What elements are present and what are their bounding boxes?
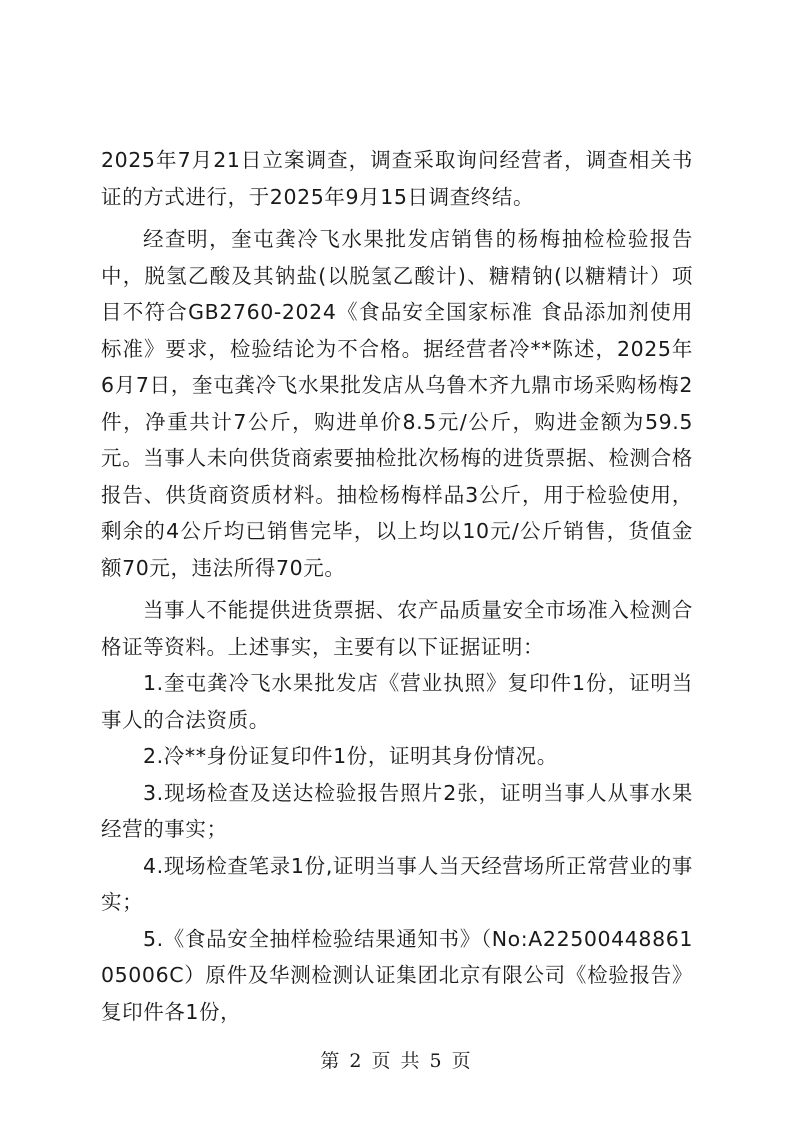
evidence-item-2: 2.冷**身份证复印件1份，证明其身份情况。 xyxy=(143,744,558,768)
paragraph-case-filing: 2025年7月21日立案调查，调查采取询问经营者，调查相关书证的方式进行，于2025年9月15日调查终结。 xyxy=(101,148,693,209)
document-body xyxy=(101,142,693,1030)
evidence-item-1: 1.奎屯龚冷飞水果批发店《营业执照》复印件1份，证明当事人的合法资质。 xyxy=(101,671,693,732)
evidence-item-4: 4.现场检查笔录1份,证明当事人当天经营场所正常营业的事实； xyxy=(101,853,693,914)
evidence-item-5: 5.《食品安全抽样检验结果通知书》（No:A2250044886105006C）原件及华测检测认证集团北京有限公司《检验报告》复印件各1份， xyxy=(101,926,693,1024)
evidence-item-3: 3.现场检查及送达检验报告照片2张，证明当事人从事水果经营的事实； xyxy=(101,780,693,841)
paragraph-evidence-intro: 当事人不能提供进货票据、农产品质量安全市场准入检测合格证等资料。上述事实，主要有以下证据证明： xyxy=(101,598,693,659)
page-number-footer: 第 2 页 共 5 页 xyxy=(320,1050,473,1072)
paragraph-findings: 经查明，奎屯龚冷飞水果批发店销售的杨梅抽检检验报告中，脱氢乙酸及其钠盐(以脱氢乙酸计)、糖精钠(以糖精计）项目不符合GB2760-2024《食品安全国家标准 食品添加剂使用标准》要求，检验结论为不合格。据经营者冷**陈述，2025年6月7日，奎屯龚冷飞水果批发店从乌鲁木齐九鼎市场采购杨梅2件，净重共计7公斤，购进单价8.5元/公斤，购进金额为59.5元。当事人未向供货商索要抽检批次杨梅的进货票据、检测合格报告、供货商资质材料。抽检杨梅样品3公斤，用于检验使用，剩余的4公斤均已销售完毕，以上均以10元/公斤销售，货值金额70元，违法所得70元。 xyxy=(101,227,693,580)
